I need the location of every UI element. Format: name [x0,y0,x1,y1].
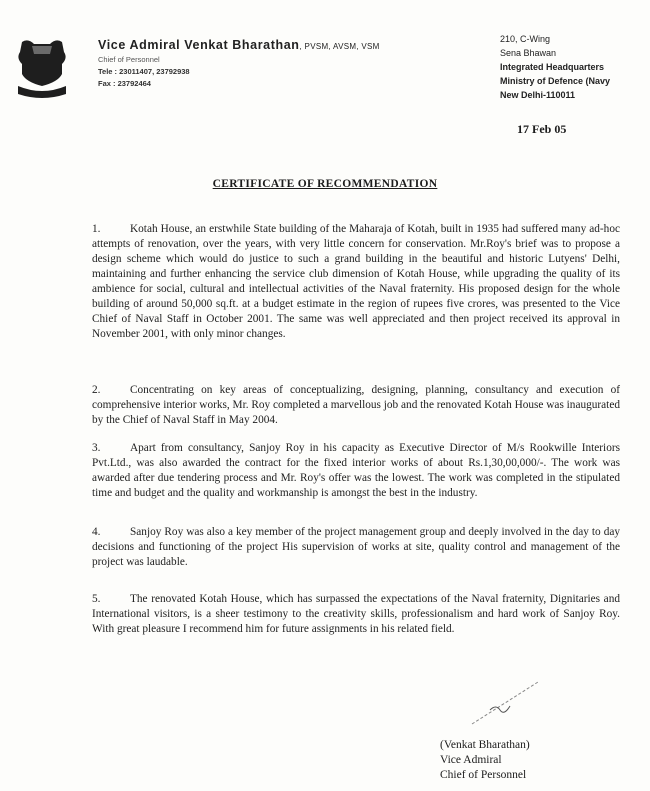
letter-date: 17 Feb 05 [517,122,567,136]
paragraph-5: 5. The renovated Kotah House, which has surpassed the expectations of the Naval fraternity, Dignitaries and International visitors, is a sheer testimony to the creativity skills, professionalism and hard work of Sanjoy Roy. With great pleasure I recommend him for future assignments in his related field. [92,593,620,635]
paragraph-number: 3. [92,442,101,454]
post-nominals: , PVSM, AVSM, VSM [299,42,380,51]
paragraph-number: 4. [92,526,101,538]
signature-scribble-icon [470,680,540,725]
paragraph-1: 1. Kotah House, an erstwhile State building of the Maharaja of Kotah, built in 1935 had suffered many ad-hoc attempts of renovation, over the years, with very little concern for conservation. Mr.Roy's brief was to propose a design scheme which would do justice to such a grand building in the beautiful and historic Lutyens' Delhi, maintaining and further enhancing the service club dimension of Kotah House, while upgrading the quality of its ambience for social, cultural and intellectual activities of the Naval fraternity. His proposed design for the whole building of around 50,000 sq.ft. at a budget estimate in the region of rupees five crores, was presented to the Vice Chief of Naval Staff in October 2001. The same was well appreciated and then project received its approval in November 2001, with only minor changes. [92,223,620,340]
paragraph-4: 4. Sanjoy Roy was also a key member of the project management group and deeply involved in the day to day decisions and functioning of the project His supervision of works at site, quality control and management of the project was laudable. [92,526,620,568]
paragraph-number: 1. [92,223,101,235]
letterhead-name: Vice Admiral Venkat Bharathan, PVSM, AVSM, VSM [98,38,380,52]
address-line: Ministry of Defence (Navy [500,76,611,86]
signatory-rank: Vice Admiral [440,754,502,766]
signatory-designation: Chief of Personnel [440,769,527,781]
signatory-name: (Venkat Bharathan) [440,739,530,751]
signature-block [440,738,530,783]
address-block [500,32,610,102]
document-title: CERTIFICATE OF RECOMMENDATION [212,178,438,190]
letterhead-designation: Chief of Personnel [98,55,160,64]
paragraph-number: 5. [92,593,101,605]
address-line: New Delhi-110011 [500,90,576,100]
letterhead [98,38,380,88]
address-line: 210, C-Wing [500,34,551,44]
paragraph-number: 2. [92,384,101,396]
letterhead-fax: Fax : 23792464 [98,79,151,88]
address-line: Sena Bhawan [500,48,557,58]
address-line: Integrated Headquarters [500,62,605,72]
paragraph-3: 3. Apart from consultancy, Sanjoy Roy in his capacity as Executive Director of M/s Rookwille Interiors Pvt.Ltd., was also awarded the contract for the fixed interior works of about Rs.1,30,00,000/-. The work was awarded after due tendering process and Mr. Roy's offer was the lowest. The work was completed in the stipulated time and budget and the quality and workmanship is amongst the best in the industry. [92,442,620,499]
paragraph-2: 2. Concentrating on key areas of conceptualizing, designing, planning, consultancy and execution of comprehensive interior works, Mr. Roy completed a marvellous job and the renovated Kotah House was inaugurated by the Chief of Naval Staff in May 2004. [92,384,620,426]
letterhead-tele: Tele : 23011407, 23792938 [98,67,190,76]
naval-crest-icon [14,38,70,100]
